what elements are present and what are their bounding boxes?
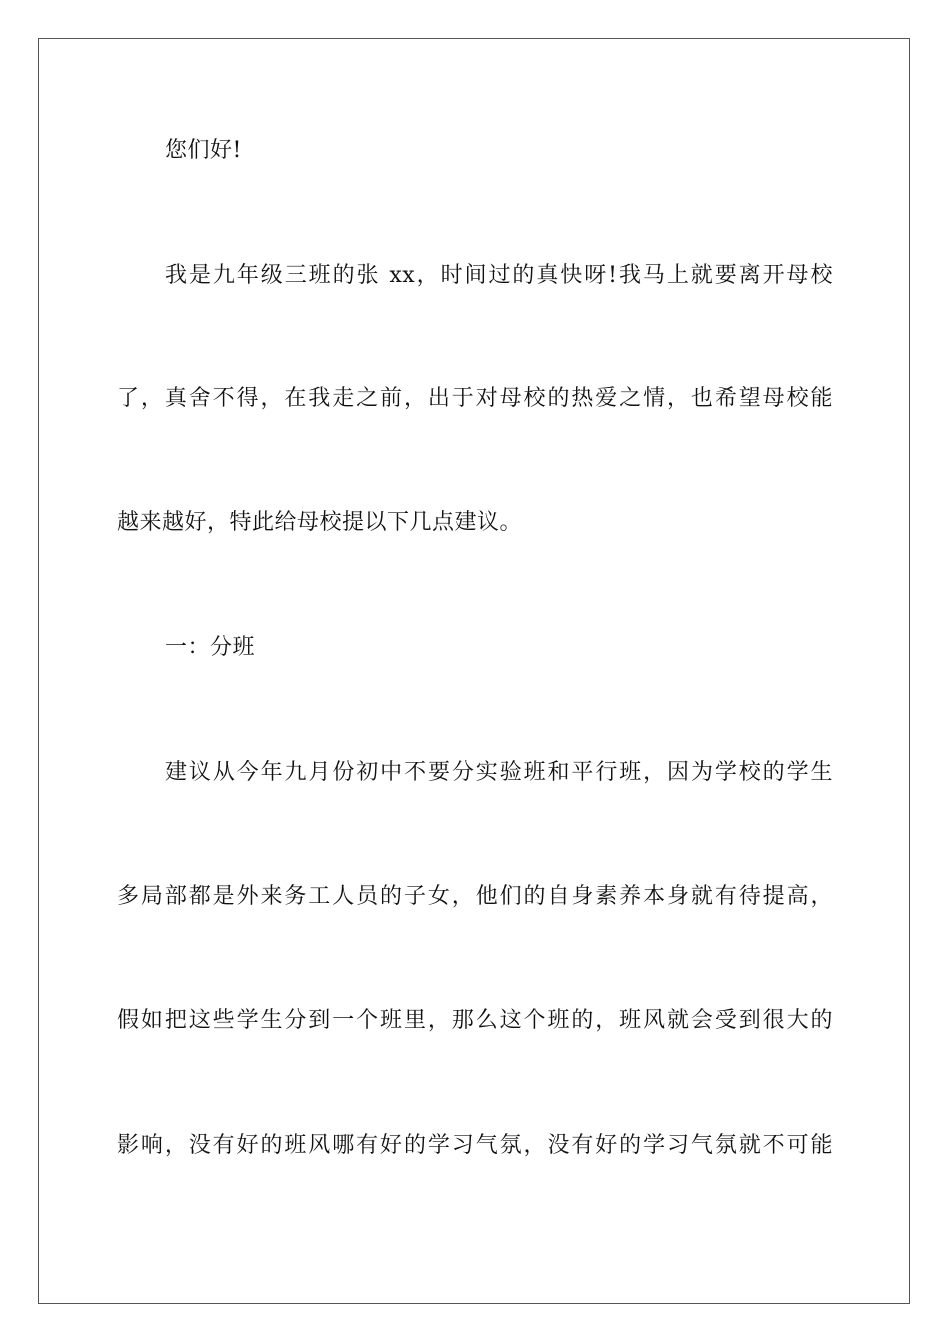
paragraph-1-line-3: 越来越好，特此给母校提以下几点建议。 [117, 510, 523, 535]
paragraph-2-line-3: 假如把这些学生分到一个班里，那么这个班的，班风就会受到很大的 [117, 1008, 833, 1033]
page-border [38, 38, 910, 1304]
greeting-line: 您们好! [165, 138, 242, 163]
paragraph-2-line-4: 影响，没有好的班风哪有好的学习气氛，没有好的学习气氛就不可能 [117, 1133, 833, 1158]
paragraph-1-line-2: 了，真舍不得，在我走之前，出于对母校的热爱之情，也希望母校能 [117, 386, 833, 411]
section-heading: 一：分班 [165, 635, 256, 660]
paragraph-1-line-1: 我是九年级三班的张 xx，时间过的真快呀!我马上就要离开母校 [165, 263, 833, 288]
paragraph-2-line-1: 建议从今年九月份初中不要分实验班和平行班，因为学校的学生 [165, 760, 833, 785]
paragraph-2-line-2: 多局部都是外来务工人员的子女，他们的自身素养本身就有待提高， [117, 884, 833, 909]
